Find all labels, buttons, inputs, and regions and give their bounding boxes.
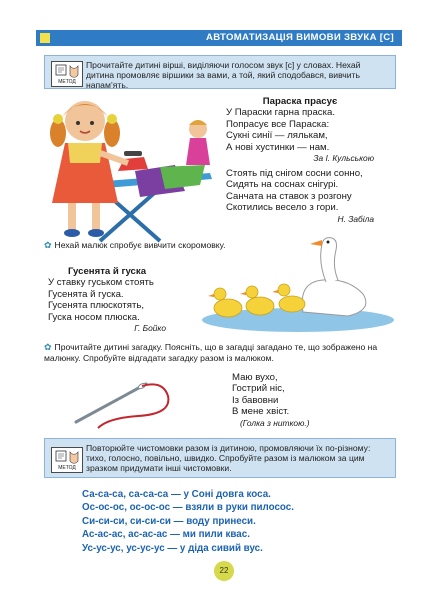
poem-author: Г. Бойко [134, 323, 166, 334]
rhyme-line: Ас-ас-ас, ас-ас-ас — ми пили квас. [82, 529, 250, 541]
tongue-rhymes-list [82, 488, 294, 555]
poem-parasca [226, 96, 374, 164]
poem-line: А нові хустинки — нам. [226, 141, 330, 153]
rhyme-line: Си-си-си, си-си-си — воду принеси. [82, 515, 256, 527]
bullet-text: Прочитайте дитині загадку. Поясніть, що в загадці загадано те, що зображено на малюнку. Спробуйте відгадати загадку разом із малюком. [44, 342, 378, 363]
poem-line: Сукні синії — лялькам, [226, 130, 328, 142]
method-book-icon [51, 61, 83, 87]
section-title: АВТОМАТИЗАЦІЯ ВИМОВИ ЗВУКА [С] [205, 32, 394, 43]
flower-bullet-icon: ✿ [44, 240, 52, 250]
page-number: 22 [214, 561, 234, 581]
section-header [36, 30, 402, 46]
poem-line: Скотились весело з гори. [226, 202, 339, 214]
riddle-line: Із бавовни [232, 394, 279, 406]
method-label: МЕТОД [58, 465, 76, 471]
method-book-icon [51, 447, 83, 473]
poem-line: Сидять на соснах снігурі. [226, 179, 339, 191]
poem-line: У ставку гуськом стоять [48, 277, 154, 289]
poem-title: Гусенята й гуска [67, 266, 147, 277]
poem-line: Стоять під снігом сосни сонно, [226, 168, 363, 179]
method-label: МЕТОД [58, 79, 76, 85]
poem-line: Гуска носом плюска. [48, 311, 140, 323]
riddle-line: Маю вухо, [232, 372, 278, 383]
poem-title: Параска прасує [262, 96, 338, 107]
needle-and-thread-illustration [68, 370, 178, 432]
girl-ironing-illustration [40, 93, 220, 243]
goose-and-goslings-illustration [198, 232, 394, 332]
riddle-answer: (Голка з ниткою.) [240, 417, 310, 428]
rhyme-line: Ус-ус-ус, ус-ус-ус — у діда сивий вус. [82, 542, 263, 554]
poem-snow-pines [226, 168, 374, 225]
flower-bullet-icon: ✿ [44, 342, 52, 352]
riddle-line: Гострий ніс, [232, 383, 285, 395]
header-square-icon [40, 33, 50, 43]
instruction-text-2: Повторюйте чистомовки разом із дитиною, промовляючи їх по-різному: тихо, голосно, повільно, швидко. Спробуйте разом із малюком за цим зразком придумати інші чистомовки. [86, 443, 371, 473]
poem-author: Н. Забіла [337, 213, 374, 224]
instruction-box-1 [44, 55, 396, 89]
poem-line: У Параски гарна праска. [226, 107, 336, 119]
instruction-box-2 [44, 438, 396, 478]
poem-line: Гусенята й гуска. [48, 288, 124, 300]
poem-author: За І. Кульською [313, 153, 374, 164]
poem-line: Гусенята плюскотять, [48, 300, 145, 312]
poem-goslings [48, 266, 166, 334]
rhyme-line: Са-са-са, са-са-са — у Соні довга коса. [82, 489, 271, 500]
riddle-needle [232, 372, 342, 429]
poem-line: Попрасує все Параска: [226, 118, 330, 130]
instruction-text-1: Прочитайте дитині вірші, виділяючи голосом звук [с] у словах. Нехай дитина промовляє віршики за вами, а той, який сподобався, вивчить напам’ять. [86, 60, 361, 90]
rhyme-line: Ос-ос-ос, ос-ос-ос — взяли в руки пилосос. [82, 502, 294, 514]
bullet-text: Нехай малюк спробує вивчити скоромовку. [54, 240, 226, 250]
bullet-riddle-instruction [44, 342, 396, 363]
riddle-line: В мене хвіст. [232, 406, 290, 418]
poem-line: Санчата на ставок з розгону [226, 190, 352, 202]
